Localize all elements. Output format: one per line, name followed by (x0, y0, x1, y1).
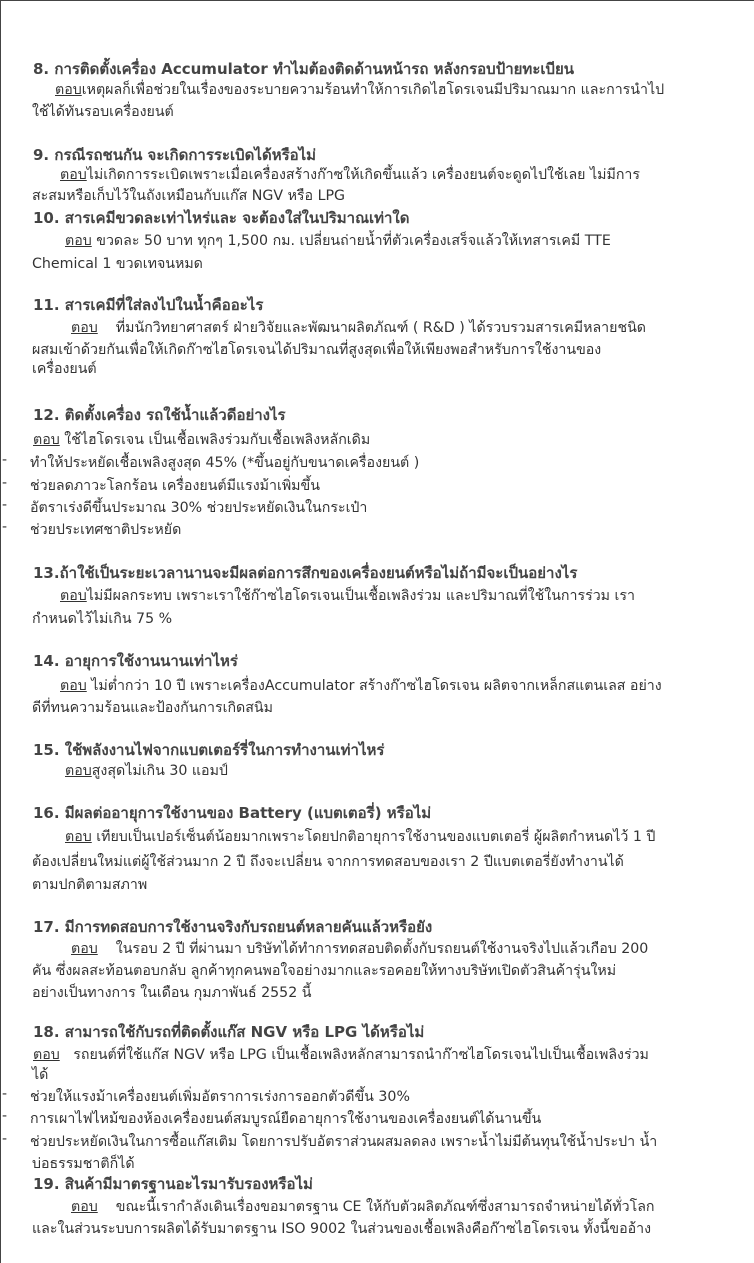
q11-answer: ตอบ ที่มนักวิทยาศาสตร์ ฝ่ายวิจัยและพัฒนาผลิตภัณฑ์ ( R&D ) ได้รวบรวมสารเคมีหลายชนิด (71, 320, 646, 336)
q18-bullet-3: ช่วยประหยัดเงินในการซื้อแก๊สเติม โดยการปรับอัตราส่วนผสมลดลง เพราะน้ำไม่มีต้นทุนใช้น้ำประปา น้ำ (30, 1134, 658, 1150)
q18-bullet-1: ช่วยให้แรงม้าเครื่องยนต์เพิ่มอัตราการเร่งการออกตัวดีขึ้น 30% (30, 1089, 410, 1105)
q18-question: 18. สามารถใช้กับรถที่ติดตั้งแก๊ส NGV หรือ LPG ได้หรือไม่ (33, 1023, 425, 1041)
q12-question: 12. ติดตั้งเครื่อง รถใช้น้ำแล้วดีอย่างไร (33, 406, 286, 424)
q16-answer-line3: ตามปกติตามสภาพ (32, 877, 148, 893)
q8-answer-line2: ใช้ได้ทันรอบเครื่องยนต์ (32, 104, 174, 120)
q18-answer: ตอบ รถยนต์ที่ใช้แก๊ส NGV หรือ LPG เป็นเชื้อเพลิงหลักสามารถนำก๊าซไฮโดรเจนไปเป็นเชื้อเพลิงร่วม (33, 1047, 649, 1063)
q11-answer-line2: ผสมเข้าด้วยกันเพื่อให้เกิดก๊าซไฮโดรเจนได้ปริมาณที่สูงสุดเพื่อให้เพียงพอสำหรับการใช้งานของ (32, 342, 602, 358)
q17-question: 17. มีการทดสอบการใช้งานจริงกับรถยนต์หลายคันแล้วหรือยัง (33, 918, 433, 936)
q19-answer: ตอบ ขณะนี้เรากำลังเดินเรื่องขอมาตรฐาน CE ให้กับตัวผลิตภัณฑ์ซึ่งสามารถจำหน่ายได้ทั่วโลก (71, 1199, 655, 1215)
q14-question: 14. อายุการใช้งานนานเท่าไหร่ (33, 652, 238, 670)
q13-question: 13.ถ้าใช้เป็นระยะเวลานานจะมีผลต่อการสึกของเครื่องยนต์หรือไม่ถ้ามีจะเป็นอย่างไร (33, 564, 578, 582)
q9-question: 9. กรณีรถชนกัน จะเกิดการระเบิดได้หรือไม่ (33, 146, 317, 164)
q19-question: 19. สินค้ามีมาตรฐานอะไรมารับรองหรือไม่ (33, 1175, 313, 1193)
q14-answer: ตอบ ไม่ต่ำกว่า 10 ปี เพราะเครื่องAccumulator สร้างก๊าซไฮโดรเจน ผลิตจากเหล็กสแตนเลส อย่าง (60, 678, 662, 694)
q10-question: 10. สารเคมีขวดละเท่าไหร่และ จะต้องใส่ในปริมาณเท่าใด (33, 209, 410, 227)
q8-answer: ตอบเหตุผลก็เพื่อช่วยในเรื่องของระบายความร้อนทำให้การเกิดไฮโดรเจนมีปริมาณมาก และการนำไป (55, 82, 665, 98)
bullet-dash: - (2, 497, 8, 513)
q11-question: 11. สารเคมีที่ใส่ลงไปในน้ำคืออะไร (33, 296, 264, 314)
bullet-dash: - (2, 1108, 8, 1124)
q9-answer: ตอบไม่เกิดการระเบิดเพราะเมื่อเครื่องสร้างก๊าซให้เกิดขึ้นแล้ว เครื่องยนต์จะดูดไปใช้เลย ไม่มีการ (60, 167, 640, 183)
q15-question: 15. ใช้พลังงานไฟจากแบตเตอร์รี่ในการทำงานเท่าไหร่ (33, 741, 385, 759)
q10-answer: ตอบ ขวดละ 50 บาท ทุกๆ 1,500 กม. เปลี่ยนถ่ายน้ำที่ตัวเครื่องเสร็จแล้วให้เทสารเคมี TTE (65, 233, 611, 249)
q18-bullet-2: การเผาไฟไหม้ของห้องเครื่องยนต์สมบูรณ์ยืดอายุการใช้งานของเครื่องยนต์ได้นานขึ้น (30, 1111, 542, 1127)
q12-answer: ตอบ ใช้ไฮโดรเจน เป็นเชื้อเพลิงร่วมกับเชื้อเพลิงหลักเดิม (33, 432, 371, 448)
q13-answer-line2: กำหนดไว้ไม่เกิน 75 % (32, 611, 173, 627)
q12-bullet-4: ช่วยประเทศชาติประหยัด (30, 522, 182, 538)
q12-bullet-2: ช่วยลดภาวะโลกร้อน เครื่องยนต์มีแรงม้าเพิ่มขึ้น (30, 478, 320, 494)
q11-answer-line3: เครื่องยนต์ (32, 361, 97, 377)
q9-answer-line2: สะสมหรือเก็บไว้ในถังเหมือนกับแก๊ส NGV หรือ LPG (32, 188, 346, 204)
q14-answer-line2: ดีที่ทนความร้อนและป้องกันการเกิดสนิม (32, 700, 273, 716)
q18-answer-line2: ได้ (32, 1067, 49, 1083)
q19-answer-line2: และในส่วนระบบการผลิตได้รับมาตรฐาน ISO 9002 ในส่วนของเชื้อเพลิงคือก๊าซไฮโดรเจน ทั้งนี้ขออ้าง (32, 1221, 652, 1237)
q12-bullet-1: ทำให้ประหยัดเชื้อเพลิงสูงสุด 45% (*ขึ้นอยู่กับขนาดเครื่องยนต์ ) (30, 455, 420, 471)
bullet-dash: - (2, 1086, 8, 1102)
q17-answer-line3: อย่างเป็นทางการ ในเดือน กุมภาพันธ์ 2552 นี้ (32, 985, 312, 1001)
q15-answer: ตอบสูงสุดไม่เกิน 30 แอมป์ (65, 763, 228, 779)
q16-answer: ตอบ เทียบเป็นเปอร์เซ็นต์น้อยมากเพราะโดยปกติอายุการใช้งานของแบตเตอรี่ ผู้ผลิตกำหนดไว้ 1 ปี (65, 829, 656, 845)
q18-bullet-3-line2: บ่อธรรมชาติก็ได้ (32, 1156, 135, 1172)
bullet-dash: - (2, 1131, 8, 1147)
q17-answer-line2: คัน ซึ่งผลสะท้อนตอบกลับ ลูกค้าทุกคนพอใจอย่างมากและรอคอยให้ทางบริษัทเปิดตัวสินค้ารุ่นใหม่ (32, 963, 617, 979)
q13-answer: ตอบไม่มีผลกระทบ เพราะเราใช้ก๊าซไฮโดรเจนเป็นเชื้อเพลิงร่วม และปริมาณที่ใช้ในการร่วม เรา (60, 588, 635, 604)
bullet-dash: - (2, 475, 8, 491)
answer-label: ตอบ (55, 82, 82, 98)
bullet-dash: - (2, 452, 8, 468)
q8-question: 8. การติดตั้งเครื่อง Accumulator ทำไมต้องติดด้านหน้ารถ หลังกรอบป้ายทะเบียน (33, 60, 575, 78)
bullet-dash: - (2, 519, 8, 535)
q12-bullet-3: อัตราเร่งดีขึ้นประมาณ 30% ช่วยประหยัดเงินในกระเป๋า (30, 500, 368, 516)
q17-answer: ตอบ ในรอบ 2 ปี ที่ผ่านมา บริษัทได้ทำการทดสอบติดตั้งกับรถยนต์ใช้งานจริงไปแล้วเกือบ 200 (71, 941, 649, 957)
q16-question: 16. มีผลต่ออายุการใช้งานของ Battery (แบตเตอรี่) หรือไม่ (33, 804, 432, 822)
q10-answer-line2: Chemical 1 ขวดเทจนหมด (32, 256, 203, 272)
q16-answer-line2: ต้องเปลี่ยนใหม่แต่ผู้ใช้ส่วนมาก 2 ปี ถึงจะเปลี่ยน จากการทดสอบของเรา 2 ปีแบตเตอรี่ยังทำงานได้ (32, 854, 624, 870)
